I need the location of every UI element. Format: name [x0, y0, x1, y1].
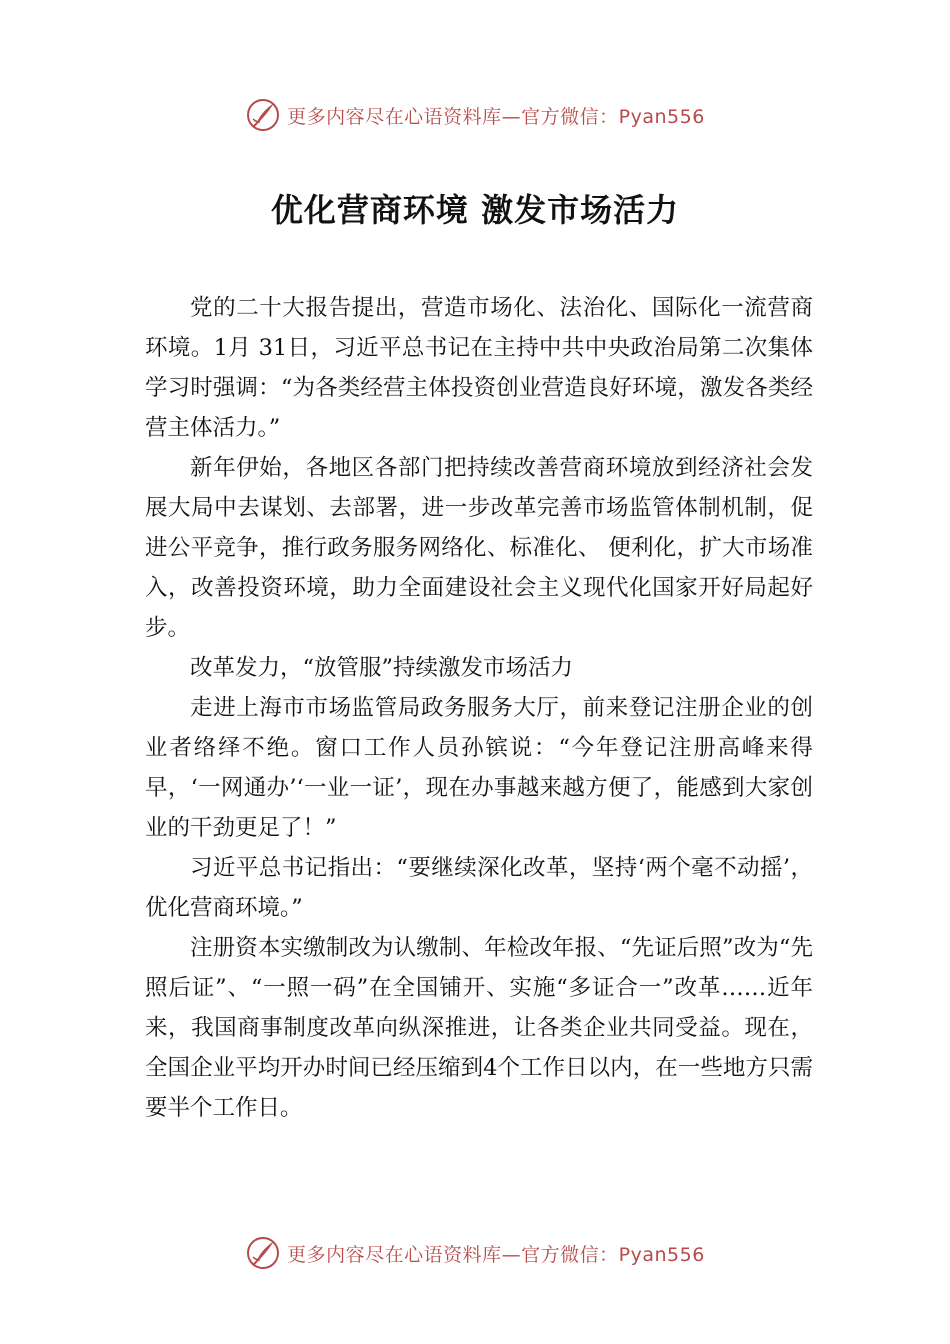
document-title: 优化营商环境 激发市场活力	[270, 191, 680, 229]
banner-text: 更多内容尽在心语资料库—官方微信：Pyan556	[287, 1243, 705, 1266]
paragraph: 习近平总书记指出：“要继续深化改革，坚持‘两个毫不动摇’，优化营商环境。”	[145, 855, 813, 921]
paragraph: 走进上海市市场监管局政务服务大厅，前来登记注册企业的创业者络绎不绝。窗口工作人员孙镔说：“今年登记注册高峰来得早，‘一网通办’‘一业一证’，现在办事越来越方便了，能感到大家创业的干劲更足了！”	[145, 695, 813, 841]
wechat-id: Pyan556	[618, 105, 705, 128]
quill-logo-icon	[245, 97, 281, 133]
paragraph: 党的二十大报告提出，营造市场化、法治化、国际化一流营商环境。1月 31日，习近平总书记在主持中共中央政治局第二次集体学习时强调：“为各类经营主体投资创业营造良好环境，激发各类经营主体活力。”	[145, 295, 813, 441]
header-banner	[0, 95, 950, 135]
quill-logo-icon	[245, 1235, 281, 1271]
section-heading: 改革发力，“放管服”持续激发市场活力	[190, 655, 574, 681]
paragraph: 新年伊始，各地区各部门把持续改善营商环境放到经济社会发展大局中去谋划、去部署，进一步改革完善市场监管体制机制，促进公平竞争，推行政务服务网络化、标准化、 便利化，扩大市场准入，改善投资环境，助力全面建设社会主义现代化国家开好局起好步。	[145, 455, 813, 641]
article-body	[145, 288, 813, 1128]
banner-text: 更多内容尽在心语资料库—官方微信：Pyan556	[287, 105, 705, 128]
paragraph: 注册资本实缴制改为认缴制、年检改年报、“先证后照”改为“先照后证”、“一照一码”在全国铺开、实施“多证合一”改革……近年来，我国商事制度改革向纵深推进，让各类企业共同受益。现在，全国企业平均开办时间已经压缩到4个工作日以内，在一些地方只需要半个工作日。	[145, 935, 813, 1121]
footer-banner	[0, 1233, 950, 1273]
wechat-id: Pyan556	[618, 1243, 705, 1266]
